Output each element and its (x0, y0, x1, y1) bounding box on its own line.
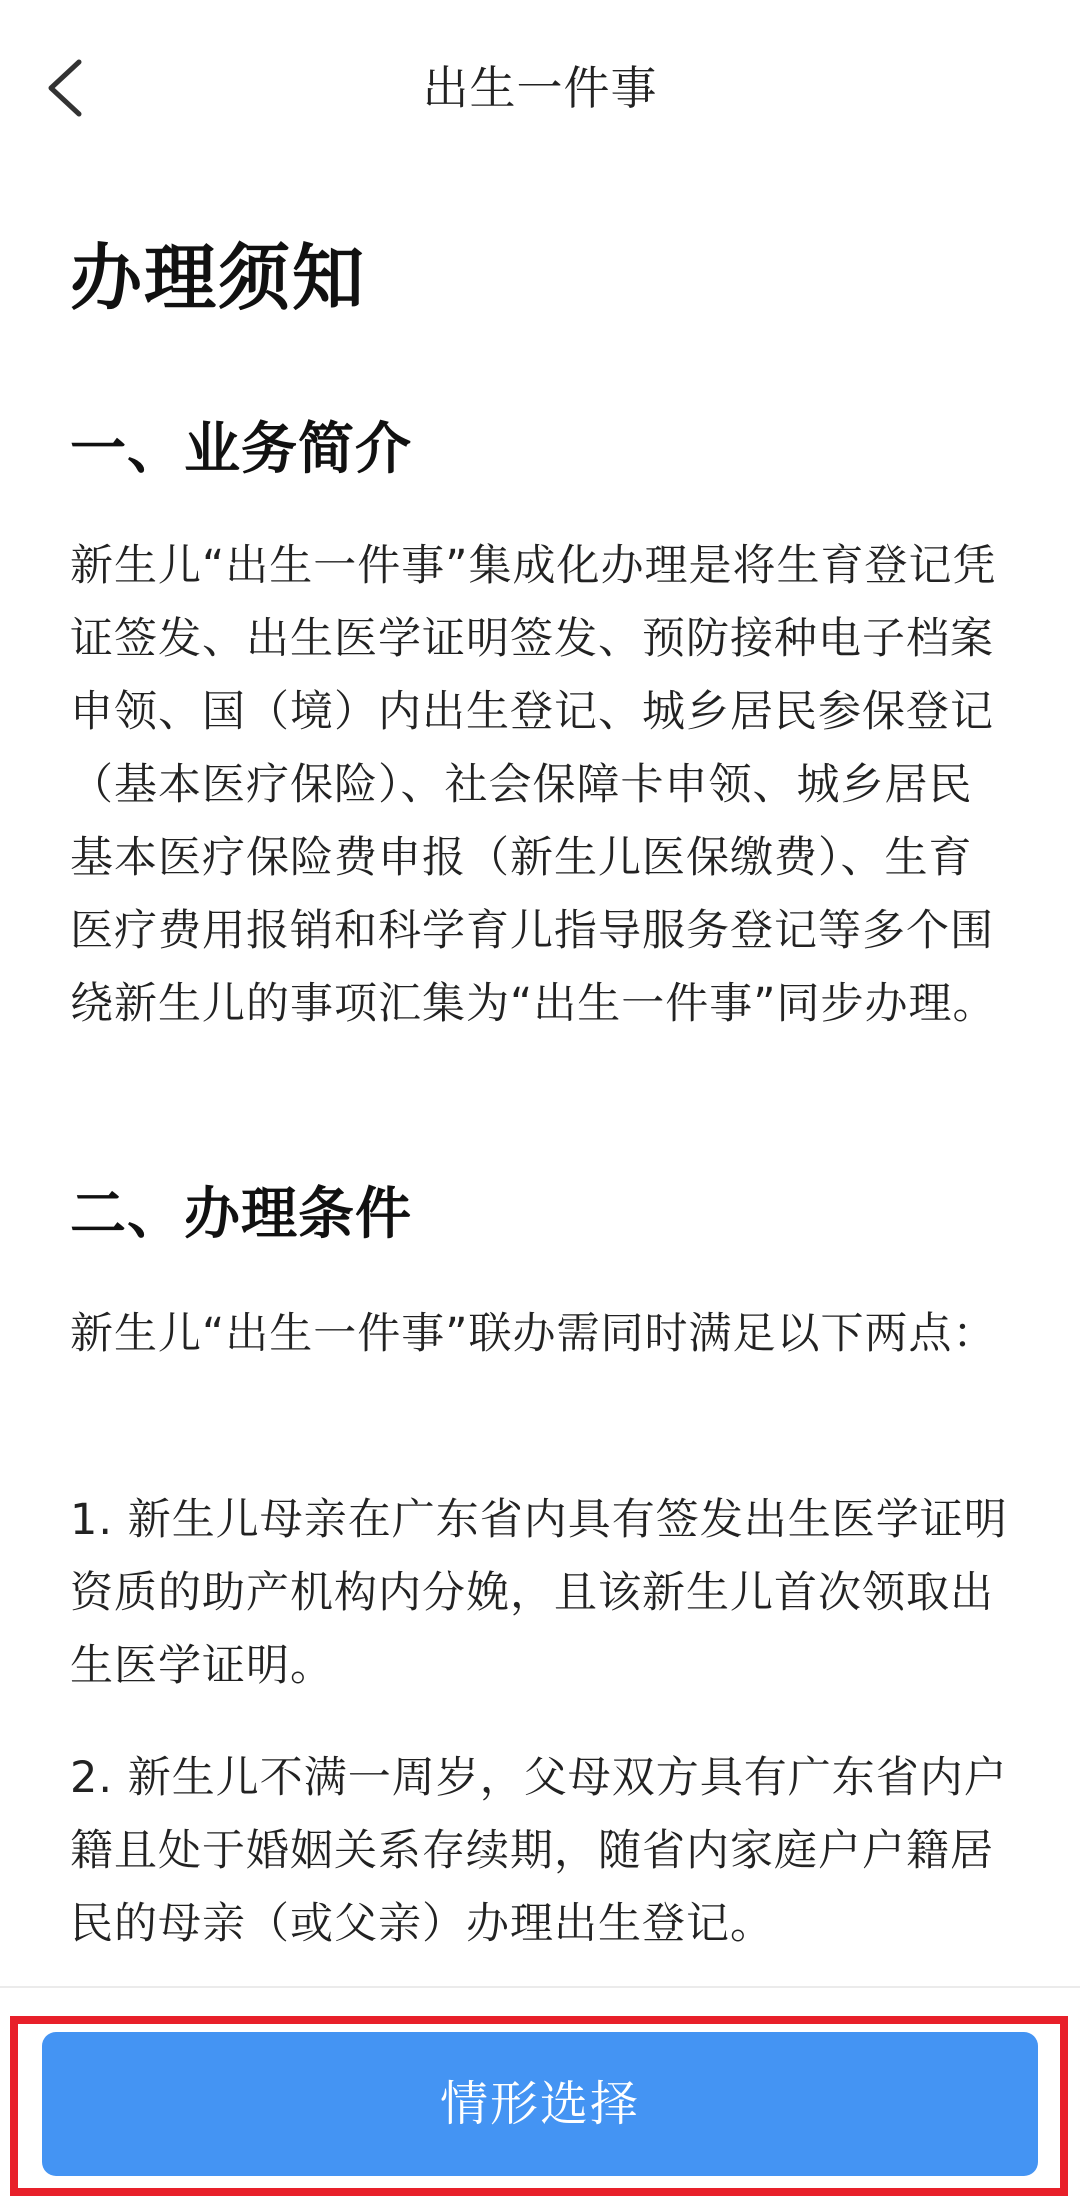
conditions-intro: 新生儿“出生一件事”联办需同时满足以下两点： (70, 1309, 997, 1359)
nav-header (0, 0, 1080, 178)
condition-item-1: 1. 新生儿母亲在广东省内具有签发出生医学证明资质的助产机构内分娩，且该新生儿首次领取出生医学证明。 (70, 1495, 1008, 1691)
page-title: 出生一件事 (422, 61, 658, 115)
condition-item-2: 2. 新生儿不满一周岁，父母双方具有广东省内户籍且处于婚姻关系存续期，随省内家庭户户籍居民的母亲（或父亲）办理出生登记。 (70, 1753, 1008, 1949)
notice-heading: 办理须知 (70, 236, 367, 320)
intro-paragraph: 新生儿“出生一件事”集成化办理是将生育登记凭证签发、出生医学证明签发、预防接种电子档案申领、国（境）内出生登记、城乡居民参保登记（基本医疗保险）、社会保障卡申领、城乡居民基本医疗保险费申报（新生儿医保缴费）、生育医疗费用报销和科学育儿指导服务登记等多个围绕新生儿的事项汇集为“出生一件事”同步办理。 (70, 541, 997, 1029)
scenario-select-button[interactable]: 情形选择 (42, 2032, 1038, 2176)
section-title-conditions: 二、办理条件 (70, 1182, 412, 1247)
section-title-intro: 一、业务简介 (70, 417, 412, 482)
